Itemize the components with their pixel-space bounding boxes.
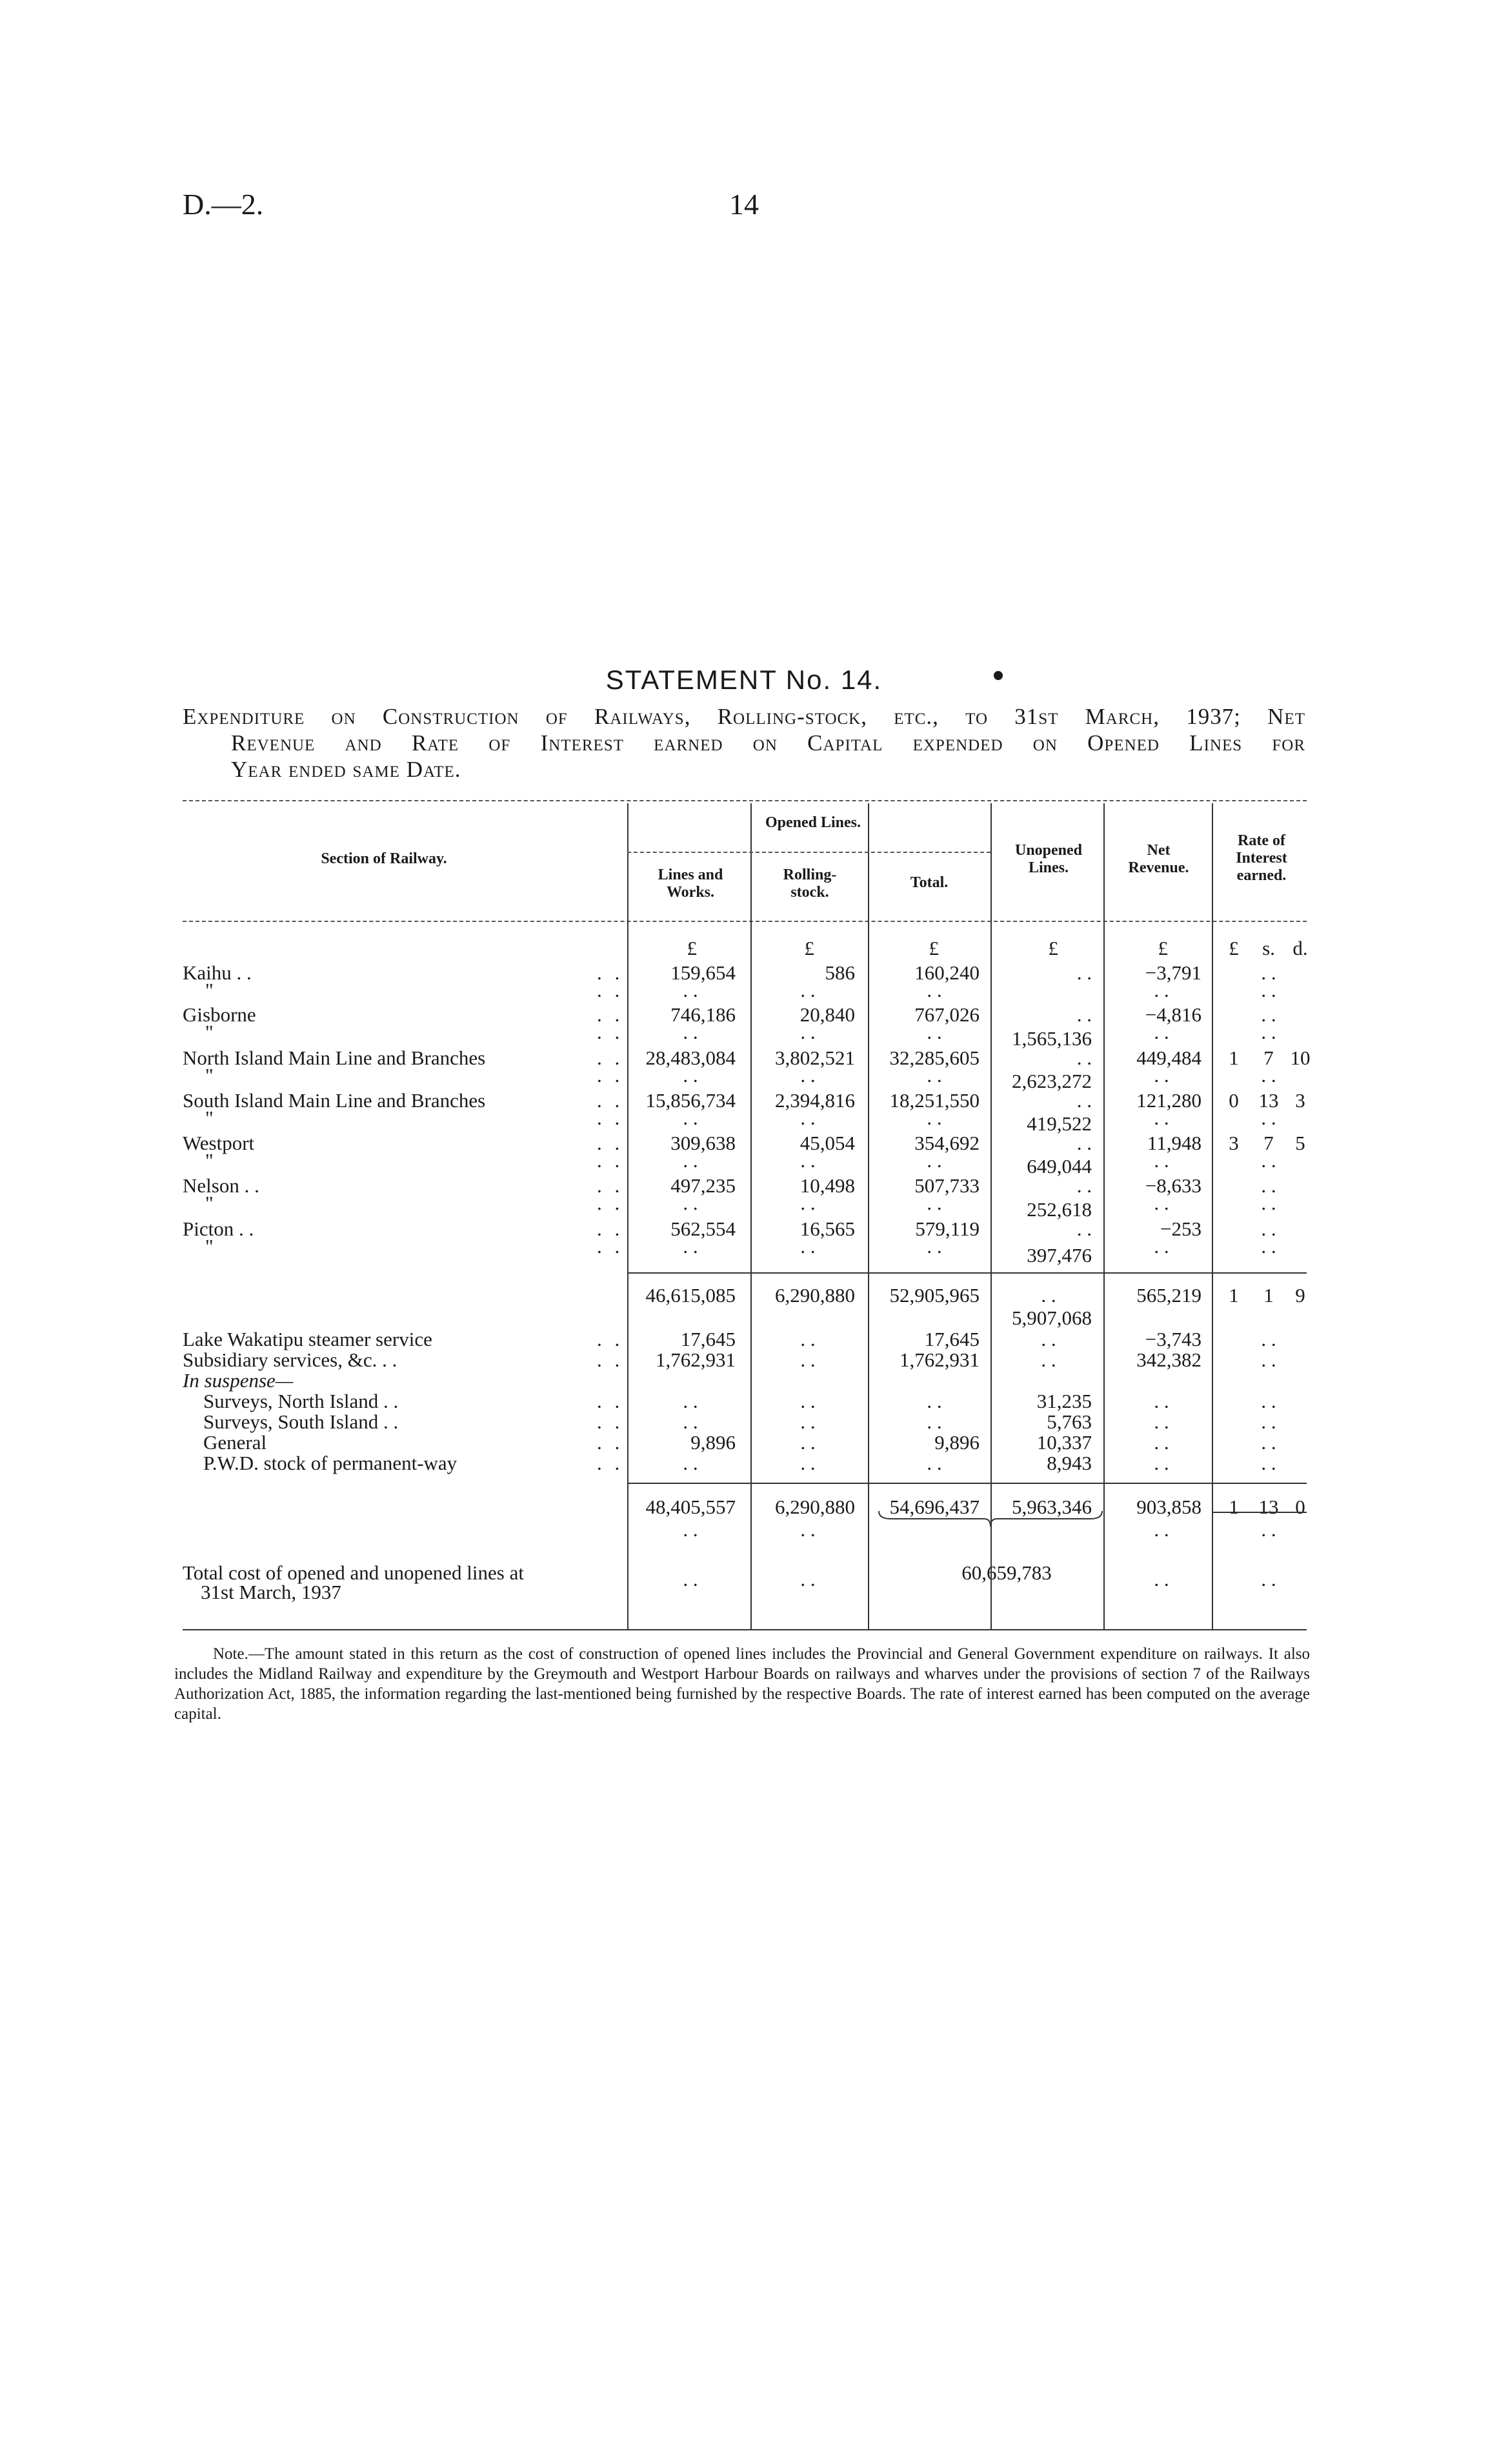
rolling-stock-value: 10,498 — [799, 1174, 855, 1197]
net-revenue-value: . . — [1154, 1107, 1169, 1129]
net-revenue-value: −3,743 — [1145, 1328, 1201, 1350]
unopened-value: 10,337 — [1036, 1431, 1092, 1454]
net-revenue-value: 449,484 — [1136, 1047, 1201, 1069]
unopened-value: 31,235 — [1036, 1390, 1092, 1412]
total-value: 354,692 — [914, 1132, 980, 1154]
rate-pounds: 1 — [1229, 1496, 1239, 1518]
row-label: Surveys, North Island . . — [203, 1390, 399, 1412]
grand-total-dots: . . — [800, 1518, 816, 1541]
subtitle-line: Revenue and Rate of Interest earned on Capital expended on Opened Lines for — [231, 730, 1305, 756]
subtotal-rolling-stock: 6,290,880 — [775, 1284, 855, 1307]
net-revenue-value: . . — [1154, 1431, 1169, 1454]
grand-total-rolling-stock: 6,290,880 — [775, 1496, 855, 1518]
table-rule — [627, 1483, 1307, 1484]
unopened-value: 419,522 — [1027, 1112, 1092, 1135]
grand-total-lines-works: 48,405,557 — [645, 1496, 736, 1518]
dot-leader: . . — [597, 1132, 624, 1154]
column-header-net-revenue: Net Revenue. — [1128, 842, 1189, 876]
dot-leader: . . — [597, 1174, 624, 1197]
ditto-mark: " — [205, 1235, 217, 1257]
total-value: 17,645 — [924, 1328, 980, 1350]
rate-shillings: 7 — [1263, 1047, 1274, 1069]
subtotal-unopened: 5,907,068 — [1012, 1307, 1092, 1329]
net-revenue-value: . . — [1154, 1064, 1169, 1087]
grand-total-net-revenue: 903,858 — [1136, 1496, 1201, 1518]
net-revenue-value: . . — [1154, 1410, 1169, 1433]
column-header-rate: Rate of Interest earned. — [1236, 832, 1287, 884]
rate-pence: 9 — [1295, 1284, 1305, 1307]
dot-leader: . . — [597, 1089, 624, 1112]
rate-value: . . — [1261, 1348, 1276, 1371]
unopened-value: . . — [1041, 1328, 1056, 1350]
net-revenue-value: −3,791 — [1145, 961, 1201, 984]
total-value: . . — [927, 1390, 942, 1412]
ditto-mark: " — [205, 1192, 217, 1214]
rate-value: . . — [1261, 1235, 1276, 1257]
total-value: 160,240 — [914, 961, 980, 984]
rate-value: . . — [1261, 1192, 1276, 1214]
dot-leader: . . — [597, 1003, 624, 1026]
rolling-stock-value: . . — [800, 1431, 816, 1454]
rate-value: . . — [1261, 979, 1276, 1001]
rolling-stock-value: . . — [800, 1192, 816, 1214]
dot-leader: . . — [597, 1410, 624, 1433]
net-revenue-value: −4,816 — [1145, 1003, 1201, 1026]
lines-works-value: 746,186 — [670, 1003, 736, 1026]
dot-leader: . . — [597, 979, 624, 1001]
rate-value: . . — [1261, 1003, 1276, 1026]
rate-value: . . — [1261, 1431, 1276, 1454]
total-value: . . — [927, 1192, 942, 1214]
rate-pounds: 3 — [1229, 1132, 1239, 1154]
ditto-mark: " — [205, 1149, 217, 1172]
rolling-stock-value: . . — [800, 1410, 816, 1433]
total-value: . . — [927, 1235, 942, 1257]
statement-subtitle — [183, 703, 1305, 783]
subtitle-line: Year ended same Date. — [231, 757, 461, 782]
lines-works-value: 309,638 — [670, 1132, 736, 1154]
rate-pence: 0 — [1295, 1496, 1305, 1518]
dot-leader: . . — [597, 1390, 624, 1412]
rate-pounds: 0 — [1229, 1089, 1239, 1112]
subtotal-total: 52,905,965 — [889, 1284, 980, 1307]
dot-leader: . . — [597, 1021, 624, 1043]
rolling-stock-value: 16,565 — [799, 1217, 855, 1240]
total-value: . . — [927, 1021, 942, 1043]
lines-works-value: 159,654 — [670, 961, 736, 984]
rate-value: . . — [1261, 1021, 1276, 1043]
net-revenue-value: . . — [1154, 1452, 1169, 1474]
rate-value: . . — [1261, 1390, 1276, 1412]
rate-value: . . — [1261, 1328, 1276, 1350]
rate-shillings: 13 — [1258, 1089, 1279, 1112]
dot-leader: . . — [597, 1107, 624, 1129]
rolling-stock-value: . . — [800, 1452, 816, 1474]
unopened-value: 2,623,272 — [1012, 1070, 1092, 1092]
row-label: P.W.D. stock of permanent-way — [203, 1452, 457, 1474]
total-value: . . — [927, 1410, 942, 1433]
subtotal-lines-works: 46,615,085 — [645, 1284, 736, 1307]
grand-total-total: 54,696,437 — [889, 1496, 980, 1518]
table-rule — [1212, 1512, 1307, 1513]
row-label: Westport — [183, 1132, 255, 1154]
unopened-value: . . — [1076, 1132, 1092, 1154]
rolling-stock-value: . . — [800, 1107, 816, 1129]
column-header-total: Total. — [910, 874, 949, 891]
document-reference: D.—2. — [183, 188, 264, 221]
row-label: Subsidiary services, &c. . . — [183, 1348, 397, 1371]
unopened-value: 5,763 — [1047, 1410, 1092, 1433]
net-revenue-value: . . — [1154, 1149, 1169, 1172]
rolling-stock-value: 2,394,816 — [775, 1089, 855, 1112]
rate-value: . . — [1261, 1410, 1276, 1433]
grand-total-dots: . . — [683, 1518, 698, 1541]
subtotal-net-revenue: 565,219 — [1136, 1284, 1201, 1307]
total-value: 767,026 — [914, 1003, 980, 1026]
total-cost-label: Total cost of opened and unopened lines at — [183, 1561, 524, 1584]
dot-leader: . . — [597, 1064, 624, 1087]
rate-pence: 10 — [1290, 1047, 1311, 1069]
total-value: . . — [927, 1064, 942, 1087]
unopened-value: . . — [1076, 1003, 1092, 1026]
total-value: . . — [927, 979, 942, 1001]
unopened-value: . . — [1076, 1047, 1092, 1069]
subtitle-line: Expenditure on Construction of Railways, Rolling-stock, etc., to 31st March, 1937; Net — [183, 704, 1305, 729]
total-value: . . — [927, 1107, 942, 1129]
lines-works-value: . . — [683, 1568, 698, 1590]
rate-shillings: 1 — [1263, 1284, 1274, 1307]
net-revenue-value: 11,948 — [1147, 1132, 1201, 1154]
table-column-divider — [990, 803, 992, 1629]
dot-leader: . . — [597, 1149, 624, 1172]
rolling-stock-value: 45,054 — [799, 1132, 855, 1154]
grand-total-dots: . . — [1154, 1518, 1169, 1541]
total-brace — [878, 1510, 1103, 1529]
rate-value: . . — [1261, 1107, 1276, 1129]
grand-total-unopened: 5,963,346 — [1012, 1496, 1092, 1518]
table-rule — [183, 1629, 1307, 1630]
unit-rolling: £ — [804, 937, 814, 959]
grand-total-dots: . . — [1261, 1518, 1276, 1541]
table-column-divider — [868, 803, 869, 1629]
ditto-mark: " — [205, 1064, 217, 1087]
row-label: South Island Main Line and Branches — [183, 1089, 486, 1112]
column-header-lines-works: Lines and Works. — [658, 866, 723, 901]
rate-shillings: 7 — [1263, 1132, 1274, 1154]
dot-leader: . . — [597, 961, 624, 984]
dot-leader: . . — [597, 1452, 624, 1474]
rolling-stock-value: . . — [800, 1235, 816, 1257]
unit-total: £ — [929, 937, 939, 959]
net-revenue-value: . . — [1154, 1568, 1169, 1590]
ditto-mark: " — [205, 979, 217, 1001]
net-revenue-value: 342,382 — [1136, 1348, 1201, 1371]
dot-leader: . . — [597, 1348, 624, 1371]
row-label: North Island Main Line and Branches — [183, 1047, 486, 1069]
unit-rate-d: d. — [1292, 937, 1308, 959]
unopened-value: . . — [1076, 1217, 1092, 1240]
total-cost-value: 60,659,783 — [961, 1561, 1052, 1584]
rolling-stock-value: . . — [800, 1348, 816, 1371]
total-value: 18,251,550 — [889, 1089, 980, 1112]
rolling-stock-value: 586 — [825, 961, 855, 984]
rate-value: . . — [1261, 1452, 1276, 1474]
subtotal-unopened-dots: . . — [1041, 1284, 1056, 1307]
unopened-value: 8,943 — [1047, 1452, 1092, 1474]
rate-shillings: 13 — [1258, 1496, 1279, 1518]
rolling-stock-value: . . — [800, 1568, 816, 1590]
rolling-stock-value: . . — [800, 1149, 816, 1172]
net-revenue-value: . . — [1154, 1235, 1169, 1257]
rate-value: . . — [1261, 1064, 1276, 1087]
column-header-section: Section of Railway. — [321, 850, 447, 867]
row-label: Nelson . . — [183, 1174, 259, 1197]
rolling-stock-value: . . — [800, 1021, 816, 1043]
net-revenue-value: . . — [1154, 1390, 1169, 1412]
unit-net-revenue: £ — [1158, 937, 1168, 959]
rolling-stock-value: . . — [800, 1328, 816, 1350]
rolling-stock-value: . . — [800, 979, 816, 1001]
lines-works-value: 28,483,084 — [645, 1047, 736, 1069]
unit-rate-s: s. — [1262, 937, 1275, 959]
rate-pounds: 1 — [1229, 1284, 1239, 1307]
rolling-stock-value: 3,802,521 — [775, 1047, 855, 1069]
lines-works-value: . . — [683, 1064, 698, 1087]
lines-works-value: 562,554 — [670, 1217, 736, 1240]
rate-value: . . — [1261, 961, 1276, 984]
dot-leader: . . — [597, 1328, 624, 1350]
row-label: Gisborne — [183, 1003, 256, 1026]
rolling-stock-value: . . — [800, 1064, 816, 1087]
statement-title: STATEMENT No. 14. — [605, 665, 883, 695]
net-revenue-value: 121,280 — [1136, 1089, 1201, 1112]
table-column-divider — [627, 803, 628, 1629]
rate-value: . . — [1261, 1217, 1276, 1240]
lines-works-value: 497,235 — [670, 1174, 736, 1197]
total-value: 9,896 — [934, 1431, 980, 1454]
table-column-divider — [1103, 803, 1105, 1629]
table-rule — [627, 852, 990, 853]
rate-pence: 3 — [1295, 1089, 1305, 1112]
net-revenue-value: . . — [1154, 1021, 1169, 1043]
unopened-value: 649,044 — [1027, 1155, 1092, 1177]
row-label: Kaihu . . — [183, 961, 252, 984]
unopened-value: . . — [1076, 1174, 1092, 1197]
dot-leader: . . — [597, 1235, 624, 1257]
total-value: 1,762,931 — [900, 1348, 980, 1371]
unopened-value: . . — [1076, 961, 1092, 984]
dot-leader: . . — [597, 1431, 624, 1454]
column-header-unopened: Unopened Lines. — [1014, 842, 1083, 876]
dot-leader: . . — [597, 1192, 624, 1214]
lines-works-value: 9,896 — [690, 1431, 736, 1454]
total-value: 579,119 — [915, 1217, 980, 1240]
rate-value: . . — [1261, 1174, 1276, 1197]
rolling-stock-value: 20,840 — [799, 1003, 855, 1026]
lines-works-value: 15,856,734 — [645, 1089, 736, 1112]
lines-works-value: . . — [683, 1107, 698, 1129]
rolling-stock-value: . . — [800, 1390, 816, 1412]
net-revenue-value: . . — [1154, 979, 1169, 1001]
table-rule — [627, 1272, 1307, 1274]
lines-works-value: . . — [683, 1390, 698, 1412]
total-value: 32,285,605 — [889, 1047, 980, 1069]
unit-lines-works: £ — [687, 937, 697, 959]
total-value: . . — [927, 1452, 942, 1474]
unit-unopened: £ — [1048, 937, 1058, 959]
unopened-value: . . — [1041, 1348, 1056, 1371]
lines-works-value: 17,645 — [680, 1328, 736, 1350]
page-number: 14 — [729, 188, 759, 221]
dot-leader: . . — [597, 1047, 624, 1069]
table-rule — [183, 800, 1307, 801]
dot-leader: . . — [597, 1217, 624, 1240]
lines-works-value: . . — [683, 1192, 698, 1214]
footnote: Note.—The amount stated in this return as the cost of construction of opened lines includes the Provincial and General Government expenditure on railways. It also includes the Midland Railway and expenditure by the Greymouth and Westport Harbour Boards on railways and wharves under the provisions of section 7 of the Railways Authorization Act, 1885, the information regarding the last-mentioned being furnished by the respective Boards. The rate of interest earned has been computed on the average capital. — [174, 1645, 1310, 1723]
unopened-value: 1,565,136 — [1012, 1027, 1092, 1050]
lines-works-value: 1,762,931 — [656, 1348, 736, 1371]
table-rule — [183, 921, 1307, 922]
rate-pence: 5 — [1295, 1132, 1305, 1154]
column-header-opened-lines: Opened Lines. — [765, 814, 861, 831]
lines-works-value: . . — [683, 1410, 698, 1433]
lines-works-value: . . — [683, 1021, 698, 1043]
lines-works-value: . . — [683, 1235, 698, 1257]
suspense-label: In suspense— — [183, 1369, 294, 1392]
total-value: 507,733 — [914, 1174, 980, 1197]
lines-works-value: . . — [683, 1149, 698, 1172]
lines-works-value: . . — [683, 1452, 698, 1474]
net-revenue-value: . . — [1154, 1192, 1169, 1214]
rate-value: . . — [1261, 1149, 1276, 1172]
total-value: . . — [927, 1149, 942, 1172]
row-label: Picton . . — [183, 1217, 254, 1240]
rate-value: . . — [1261, 1568, 1276, 1590]
unopened-value: 252,618 — [1027, 1198, 1092, 1221]
unopened-value: 397,476 — [1027, 1244, 1092, 1267]
lines-works-value: . . — [683, 979, 698, 1001]
unit-rate-l: £ — [1229, 937, 1239, 959]
ditto-mark: " — [205, 1021, 217, 1043]
ditto-mark: " — [205, 1107, 217, 1129]
total-cost-label: 31st March, 1937 — [201, 1581, 341, 1603]
column-header-rolling-stock: Rolling- stock. — [783, 866, 837, 901]
row-label: Lake Wakatipu steamer service — [183, 1328, 432, 1350]
table-column-divider — [750, 803, 752, 1629]
row-label: Surveys, South Island . . — [203, 1410, 399, 1433]
net-revenue-value: −8,633 — [1145, 1174, 1201, 1197]
net-revenue-value: −253 — [1160, 1217, 1201, 1240]
row-label: General — [203, 1431, 267, 1454]
rate-pounds: 1 — [1229, 1047, 1239, 1069]
unopened-value: . . — [1076, 1089, 1092, 1112]
